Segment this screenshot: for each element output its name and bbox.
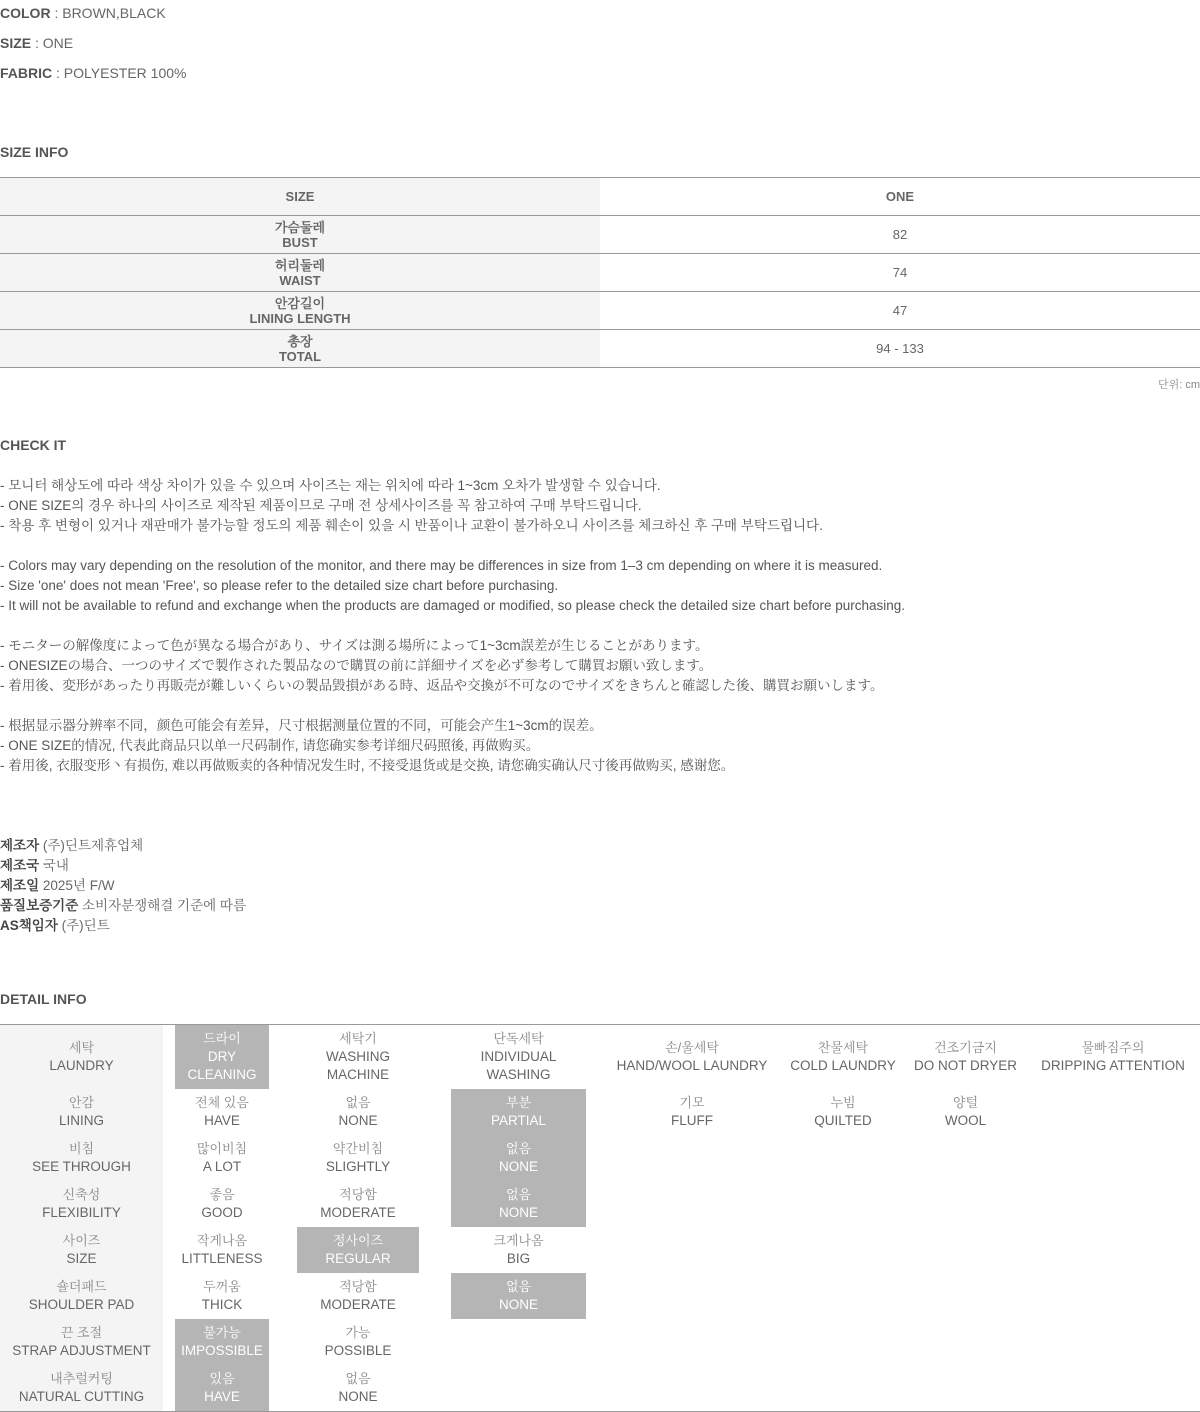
- spec-key: SIZE: [0, 35, 32, 51]
- size-unit-note: 단위: cm: [1157, 379, 1200, 391]
- label-en: TOTAL: [278, 348, 322, 364]
- detail-row-label: [0, 1135, 163, 1181]
- option-ko: 없음: [505, 1187, 532, 1202]
- option-ko: 적당함: [339, 1187, 377, 1202]
- maker-key: 제조국: [0, 858, 40, 873]
- note-line: - 根据显示器分辨率不同，颜色可能会有差异，尺寸根据测量位置的不同，可能会产生1~3cm的误差。: [0, 718, 603, 733]
- option-en: HAVE: [204, 1389, 240, 1404]
- option-en: REGULAR: [325, 1251, 391, 1266]
- detail-option: [297, 1089, 419, 1135]
- label-ko: 안감: [68, 1095, 95, 1110]
- option-en: A LOT: [202, 1159, 242, 1174]
- detail-option: [614, 1025, 770, 1089]
- option-en: HAND/WOOL LAUNDRY: [616, 1058, 768, 1073]
- detail-option-selected: [451, 1089, 586, 1135]
- option-en: DRIPPING ATTENTION: [1041, 1058, 1185, 1073]
- detail-option: [786, 1089, 900, 1135]
- option-ko: 물빠짐주의: [1081, 1040, 1145, 1055]
- maker-value: (주)딘트: [57, 918, 110, 933]
- option-ko: 없음: [505, 1141, 532, 1156]
- label-en: LINING: [58, 1113, 104, 1128]
- note-line: - Colors may vary depending on the resolution of the monitor, and there may be differences in size from 1–3 cm depending on where it is measured.: [0, 558, 883, 573]
- maker-key: 품질보증기준: [0, 898, 79, 913]
- size-row-bust: [0, 216, 1200, 254]
- size-row-value: 74: [892, 265, 908, 280]
- spec-fabric: [0, 65, 186, 81]
- detail-option: [912, 1089, 1019, 1135]
- detail-row-label: [0, 1025, 163, 1089]
- note-line: - ONE SIZE的情况, 代表此商品只以单一尺码制作, 请您确实参考详细尺码照後, 再做购买。: [0, 738, 540, 753]
- option-ko: 누빔: [830, 1095, 856, 1110]
- label-en: WAIST: [279, 272, 321, 288]
- check-it-title: CHECK IT: [0, 437, 67, 453]
- option-ko: 부분: [505, 1095, 532, 1110]
- detail-row-label: [0, 1227, 163, 1273]
- option-en: MODERATE: [320, 1205, 396, 1220]
- note-line: - 着用後、変形があったり再販売が難しいくらいの製品毀損がある時、返品や交換が不可なのでサイズをきちんと確認した後、購買お願いします。: [0, 678, 884, 693]
- option-ko: 건조기금지: [934, 1040, 997, 1055]
- detail-option: [451, 1227, 586, 1273]
- detail-option: [614, 1089, 770, 1135]
- option-en: IMPOSSIBLE: [181, 1343, 263, 1358]
- maker-line: [0, 896, 246, 916]
- detail-option: [297, 1365, 419, 1411]
- note-line: - 착용 후 변형이 있거나 재판매가 불가능할 정도의 제품 훼손이 있을 시 반품이나 교환이 불가하오니 사이즈를 체크하신 후 구매 부탁드립니다.: [0, 518, 823, 533]
- option-en: GOOD: [201, 1205, 243, 1220]
- spec-value: : ONE: [31, 35, 74, 51]
- detail-option-selected: [175, 1365, 269, 1411]
- detail-option-selected: [451, 1135, 586, 1181]
- option-ko: 크게나옴: [493, 1233, 544, 1248]
- option-ko: 작게나옴: [196, 1233, 248, 1248]
- option-en: NONE: [338, 1113, 378, 1128]
- option-en: COLD LAUNDRY: [790, 1058, 896, 1073]
- label-en: LAUNDRY: [49, 1058, 114, 1073]
- detail-row-label: [0, 1089, 163, 1135]
- detail-option: [175, 1089, 269, 1135]
- option-en: MODERATE: [320, 1297, 396, 1312]
- option-ko: 손/울세탁: [665, 1040, 719, 1055]
- maker-line: [0, 916, 246, 936]
- detail-row-label: [0, 1273, 163, 1319]
- detail-info-title: DETAIL INFO: [0, 991, 87, 1007]
- size-info-title: SIZE INFO: [0, 144, 69, 160]
- option-en: INDIVIDUAL WASHING: [480, 1049, 557, 1082]
- option-en: QUILTED: [814, 1113, 872, 1128]
- option-ko: 찬물세탁: [817, 1040, 869, 1055]
- note-line: - ONESIZEの場合、一つのサイズで製作された製品なので購買の前に詳細サイズを必ず参考して購買お願い致します。: [0, 658, 713, 673]
- note-line: - It will not be available to refund and exchange when the products are damaged or modified, so please check the detailed size chart before purchasing.: [0, 598, 906, 613]
- label-en: NATURAL CUTTING: [18, 1389, 145, 1404]
- detail-option: [175, 1135, 269, 1181]
- detail-option: [297, 1181, 419, 1227]
- maker-key: AS책임자: [0, 918, 58, 933]
- label-ko: 숄더패드: [56, 1279, 107, 1294]
- option-en: NONE: [498, 1297, 538, 1312]
- option-ko: 드라이: [203, 1031, 241, 1046]
- size-table-header: [0, 178, 1200, 216]
- label-en: BUST: [282, 234, 318, 250]
- option-en: BIG: [506, 1251, 531, 1266]
- option-ko: 전체 있음: [195, 1095, 249, 1110]
- label-en: SEE THROUGH: [32, 1159, 131, 1174]
- option-en: SLIGHTLY: [325, 1159, 391, 1174]
- spec-key: COLOR: [0, 5, 51, 21]
- detail-option-selected: [297, 1227, 419, 1273]
- detail-option: [175, 1227, 269, 1273]
- option-ko: 많이비침: [196, 1141, 248, 1156]
- label-ko: 안감길이: [274, 295, 326, 311]
- option-ko: 두꺼움: [203, 1279, 241, 1294]
- option-en: POSSIBLE: [324, 1343, 392, 1358]
- note-line: - モニターの解像度によって色が異なる場合があり、サイズは測る場所によって1~3cm誤差が生じることがあります。: [0, 638, 709, 653]
- detail-option: [297, 1319, 419, 1365]
- size-row-label: [0, 292, 600, 329]
- detail-row-label: [0, 1181, 163, 1227]
- label-ko: 세탁: [68, 1040, 95, 1055]
- size-header-label: SIZE: [0, 178, 600, 215]
- label-ko: 가슴둘레: [274, 219, 326, 235]
- option-ko: 없음: [505, 1279, 532, 1294]
- label-ko: 끈 조절: [60, 1325, 103, 1340]
- option-en: NONE: [338, 1389, 378, 1404]
- option-ko: 가능: [345, 1325, 371, 1340]
- detail-row-label: [0, 1365, 163, 1411]
- detail-table: [0, 1024, 1200, 1412]
- option-en: NONE: [498, 1159, 538, 1174]
- option-en: WOOL: [944, 1113, 987, 1128]
- note-line: - Size 'one' does not mean 'Free', so please refer to the detailed size chart before purchasing.: [0, 578, 559, 593]
- manufacturer-info: [0, 836, 246, 936]
- maker-line: [0, 856, 246, 876]
- label-en: SIZE: [66, 1251, 97, 1266]
- option-en: HAVE: [204, 1113, 240, 1128]
- size-row-value: 94 - 133: [876, 341, 924, 356]
- size-row-value: 47: [892, 303, 908, 318]
- detail-option: [175, 1181, 269, 1227]
- option-ko: 양털: [952, 1095, 979, 1110]
- label-en: STRAP ADJUSTMENT: [12, 1343, 151, 1358]
- detail-option-selected: [175, 1319, 269, 1365]
- detail-row-label: [0, 1319, 163, 1365]
- option-ko: 단독세탁: [493, 1031, 544, 1046]
- detail-option: [786, 1025, 900, 1089]
- detail-option: [912, 1025, 1019, 1089]
- detail-option: [297, 1273, 419, 1319]
- spec-size: [0, 35, 73, 51]
- detail-option: [1035, 1025, 1191, 1089]
- label-ko: 사이즈: [62, 1233, 101, 1248]
- size-row-label: [0, 330, 600, 367]
- maker-key: 제조일: [0, 878, 40, 893]
- option-en: DRY: [207, 1049, 237, 1064]
- option-ko: 불가능: [203, 1325, 241, 1340]
- maker-line: [0, 836, 246, 856]
- option-ko: 좋음: [209, 1187, 235, 1202]
- label-ko: 허리둘레: [274, 257, 326, 273]
- option-en: PARTIAL: [490, 1113, 547, 1128]
- label-ko: 내추럴커팅: [50, 1371, 113, 1386]
- label-ko: 총장: [287, 333, 313, 349]
- size-row-label: [0, 254, 600, 291]
- maker-key: 제조자: [0, 838, 40, 853]
- label-en: SHOULDER PAD: [28, 1297, 135, 1312]
- detail-option: [451, 1025, 586, 1089]
- option-en: CLEANING: [187, 1067, 257, 1082]
- note-line: - ONE SIZE의 경우 하나의 사이즈로 제작된 제품이므로 구매 전 상세사이즈를 꼭 참고하여 구매 부탁드립니다.: [0, 498, 642, 513]
- detail-option-selected: [451, 1181, 586, 1227]
- option-ko: 있음: [209, 1371, 235, 1386]
- detail-option-selected: [451, 1273, 586, 1319]
- option-ko: 기모: [679, 1095, 705, 1110]
- option-en: WASHING MACHINE: [326, 1049, 390, 1082]
- size-header-value: ONE: [885, 189, 915, 204]
- size-table: [0, 177, 1200, 368]
- option-en: LITTLENESS: [181, 1251, 263, 1266]
- option-ko: 적당함: [339, 1279, 377, 1294]
- label-ko: 신축성: [62, 1187, 101, 1202]
- label-en: LINING LENGTH: [249, 310, 351, 326]
- size-row-label: [0, 216, 600, 253]
- option-en: FLUFF: [671, 1113, 713, 1128]
- option-en: THICK: [201, 1297, 243, 1312]
- size-row-waist: [0, 254, 1200, 292]
- option-en: DO NOT DRYER: [913, 1058, 1018, 1073]
- spec-color: [0, 5, 166, 21]
- maker-value: 2025년 F/W: [39, 878, 115, 893]
- maker-value: 국내: [39, 858, 69, 873]
- spec-key: FABRIC: [0, 65, 53, 81]
- note-line: - 모니터 해상도에 따라 색상 차이가 있을 수 있으며 사이즈는 재는 위치에 따라 1~3cm 오차가 발생할 수 있습니다.: [0, 478, 661, 493]
- option-ko: 약간비침: [332, 1141, 384, 1156]
- option-en: NONE: [498, 1205, 538, 1220]
- maker-value: 소비자분쟁해결 기준에 따름: [78, 898, 246, 913]
- option-ko: 없음: [345, 1371, 371, 1386]
- option-ko: 세탁기: [339, 1031, 377, 1046]
- label-en: FLEXIBILITY: [42, 1205, 121, 1220]
- detail-option: [297, 1135, 419, 1181]
- note-line: - 着用後, 衣服变形丶有损伤, 难以再做贩卖的各种情况发生时, 不接受退货或是交换, 请您确实确认尺寸後再做购买, 感谢您。: [0, 758, 735, 773]
- detail-option: [175, 1273, 269, 1319]
- size-row-lining-length: [0, 292, 1200, 330]
- spec-value: : POLYESTER 100%: [52, 65, 187, 81]
- option-ko: 정사이즈: [332, 1233, 384, 1248]
- spec-value: : BROWN,BLACK: [50, 5, 166, 21]
- check-it-notes: [0, 476, 905, 776]
- detail-option-selected: [175, 1025, 269, 1089]
- size-row-value: 82: [892, 227, 908, 242]
- option-ko: 없음: [345, 1095, 371, 1110]
- detail-option: [297, 1025, 419, 1089]
- size-row-total: [0, 330, 1200, 368]
- maker-value: (주)딘트제휴업체: [39, 838, 144, 853]
- maker-line: [0, 876, 246, 896]
- label-ko: 비침: [68, 1141, 95, 1156]
